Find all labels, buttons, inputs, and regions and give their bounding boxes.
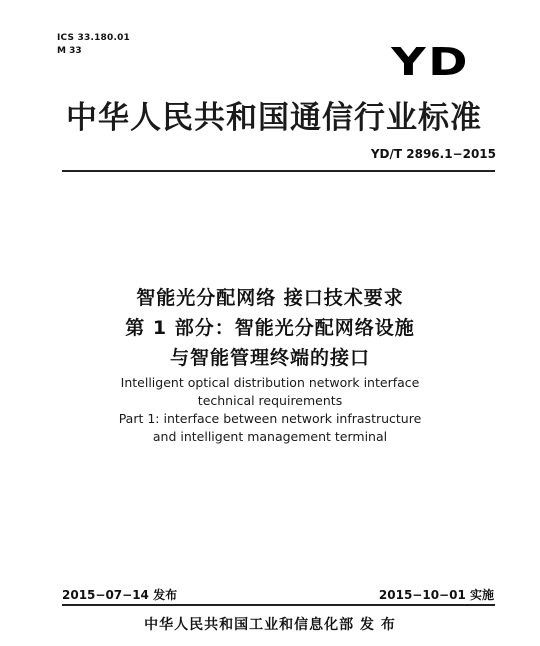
top-divider [62, 170, 495, 172]
title-en-line-1: Intelligent optical distribution network interface [120, 375, 420, 390]
title-en-line-3: Part 1: interface between network infrastructure [118, 411, 422, 426]
ics-code: ICS 33.180.01 [57, 33, 131, 43]
bottom-divider [62, 604, 495, 606]
publish-date: 2015−07−14 发布 [62, 588, 178, 602]
implement-date: 2015−10−01 实施 [378, 588, 494, 602]
standard-number: YD/T 2896.1−2015 [370, 147, 496, 161]
title-cn-line-2: 第 1 部分：智能光分配网络设施 [125, 317, 415, 339]
title-cn-line-1: 智能光分配网络 接口技术要求 [136, 287, 404, 309]
standard-header: 中华人民共和国通信行业标准 [66, 100, 482, 136]
title-en-line-2: technical requirements [197, 393, 343, 408]
issuer: 中华人民共和国工业和信息化部 发 布 [144, 617, 396, 633]
title-en-line-4: and intelligent management terminal [152, 429, 388, 444]
title-cn-line-3: 与智能管理终端的接口 [169, 347, 370, 369]
classification-code: M 33 [57, 46, 82, 56]
yd-logo: YD [391, 40, 470, 84]
